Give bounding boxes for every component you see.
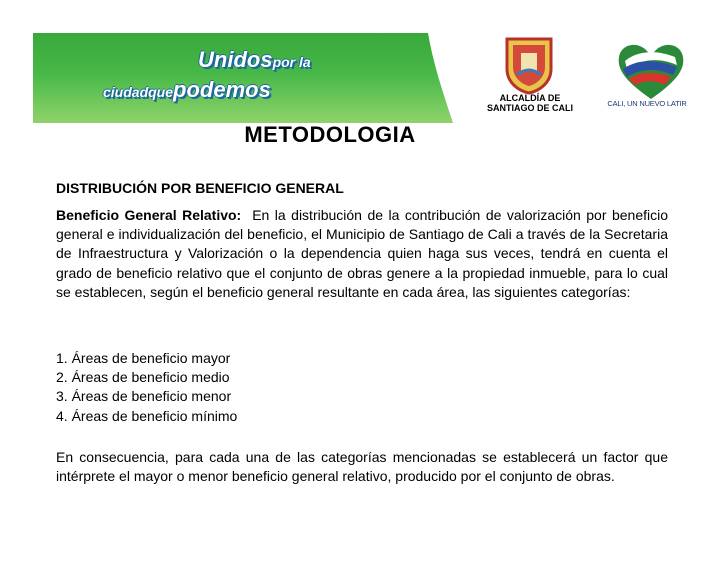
slogan-word-unidos: Unidos (198, 47, 273, 72)
slogan-word-que: que (148, 84, 174, 100)
org-name (475, 93, 585, 113)
paragraph-beneficio-general (56, 206, 668, 302)
list-item: 4. Áreas de beneficio mínimo (56, 407, 238, 424)
section-heading: DISTRIBUCIÓN POR BENEFICIO GENERAL (56, 180, 344, 196)
heart-logo-icon (615, 39, 687, 103)
list-item: 1. Áreas de beneficio mayor (56, 350, 231, 366)
slogan-word-porla: por la (272, 54, 311, 70)
secondary-logo-text: CALI, UN NUEVO LATIR (607, 99, 687, 108)
paragraph-lead: Beneficio General Relativo: (56, 207, 242, 223)
paragraph-consecuencia: En consecuencia, para cada una de las categorías mencionadas se establecerá un factor que intérprete el mayor o menor beneficio general relativo, producido por el conjunto de obras. (56, 449, 668, 485)
paragraph-body: En la distribución de la contribución de valorización por beneficio general e individualización del beneficio, el Municipio de Santiago de Cali a través de la Secretaria de Infraestructura y Valorización o la dependencia quien haga sus veces, tendrá en cuenta el grado de beneficio relativo que el conjunto de obras genere a la propiedad inmueble, para lo cual se establecen, según el beneficio general resultante en cada área, las siguientes categorías: (56, 207, 669, 300)
slogan-word-ciudad: ciudad (103, 84, 149, 100)
list-item: 2. Áreas de beneficio medio (56, 369, 230, 386)
org-line1: ALCALDÍA DE (499, 93, 561, 103)
slogan-logo (103, 43, 333, 113)
city-seal-icon (503, 35, 555, 95)
list-item: 3. Áreas de beneficio menor (56, 388, 232, 405)
slogan-word-podemos: podemos (173, 77, 271, 102)
categories-list (56, 349, 237, 426)
header-banner (33, 33, 693, 123)
org-line2: SANTIAGO DE CALI (486, 103, 573, 113)
page-title: METODOLOGIA (244, 122, 416, 147)
